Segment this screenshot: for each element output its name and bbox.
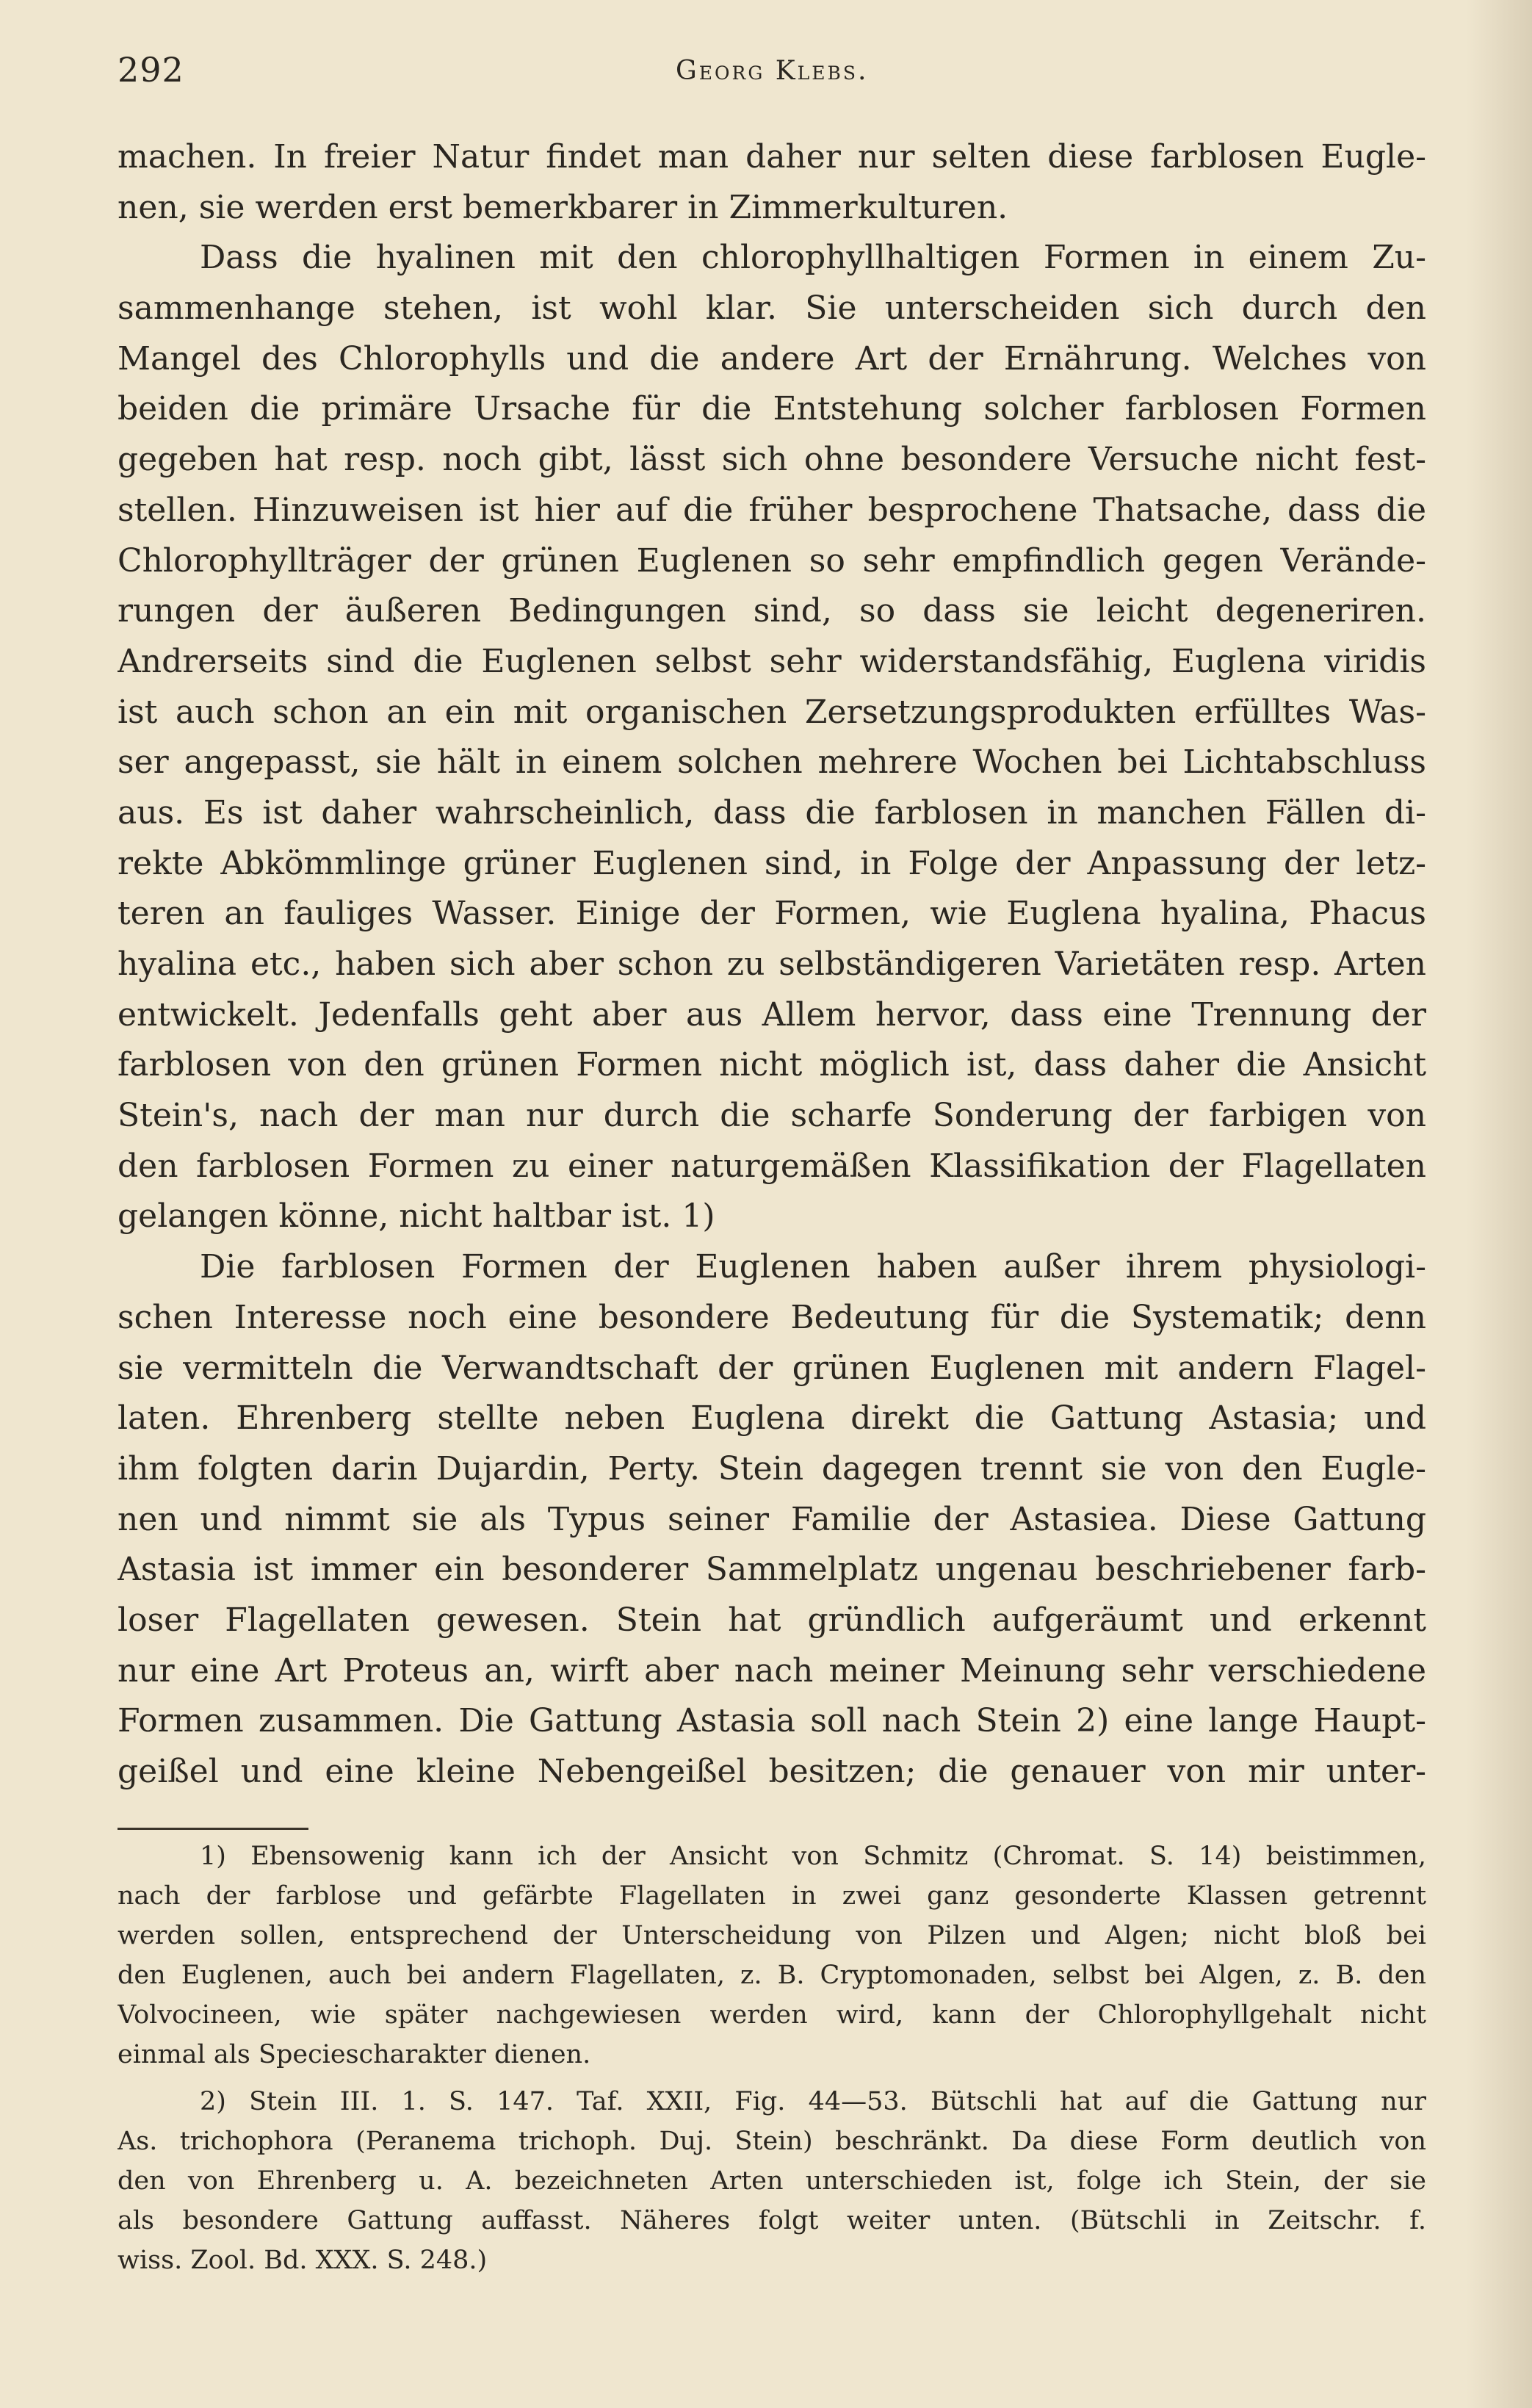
text-line: ist auch schon an ein mit organischen Zersetzungsprodukten erfülltes Was- — [118, 693, 1426, 731]
footnote-line: einmal als Speciescharakter dienen. — [118, 2040, 591, 2069]
footnote-line: As. trichophora (Peranema trichoph. Duj. Stein) beschränkt. Da diese Form deutlich von — [118, 2127, 1426, 2156]
footnote-line: wiss. Zool. Bd. XXX. S. 248.) — [118, 2246, 488, 2275]
text-line: schen Interesse noch eine besondere Bedeutung für die Systematik; denn — [118, 1298, 1426, 1336]
text-line: hyalina etc., haben sich aber schon zu selbständigeren Varietäten resp. Arten — [118, 945, 1426, 983]
page-header — [118, 50, 1432, 101]
text-line: teren an fauliges Wasser. Einige der Formen, wie Euglena hyalina, Phacus — [118, 895, 1426, 933]
page-edge-shadow — [1466, 0, 1532, 2408]
text-line: nen und nimmt sie als Typus seiner Familie der Astasiea. Diese Gattung — [118, 1500, 1426, 1538]
text-line: Andrerseits sind die Euglenen selbst sehr widerstandsfähig, Euglena viridis — [118, 642, 1426, 680]
text-line: Astasia ist immer ein besonderer Sammelplatz ungenau beschriebener farb- — [118, 1551, 1426, 1589]
text-line: Formen zusammen. Die Gattung Astasia soll nach Stein 2) eine lange Haupt- — [118, 1702, 1426, 1740]
footnotes — [118, 1836, 1426, 2280]
footnote-rule — [118, 1828, 308, 1830]
text-line: gelangen könne, nicht haltbar ist. 1) — [118, 1197, 715, 1236]
footnote-line: 2) Stein III. 1. S. 147. Taf. XXII, Fig. 44—53. Bütschli hat auf die Gattung nur — [200, 2087, 1426, 2116]
text-line: farblosen von den grünen Formen nicht möglich ist, dass daher die Ansicht — [118, 1046, 1426, 1084]
text-line: ser angepasst, sie hält in einem solchen mehrere Wochen bei Lichtabschluss — [118, 743, 1426, 782]
text-line: Stein's, nach der man nur durch die scharfe Sonderung der farbigen von — [118, 1097, 1426, 1135]
text-line: den farblosen Formen zu einer naturgemäßen Klassifikation der Flagellaten — [118, 1147, 1426, 1185]
text-line: nur eine Art Proteus an, wirft aber nach meiner Meinung sehr verschiedene — [118, 1651, 1426, 1690]
text-line: rungen der äußeren Bedingungen sind, so dass sie leicht degeneriren. — [118, 592, 1426, 630]
text-line: beiden die primäre Ursache für die Entstehung solcher farblosen Formen — [118, 390, 1426, 428]
text-line: Chlorophyllträger der grünen Euglenen so sehr empfindlich gegen Verände- — [118, 541, 1426, 580]
footnote-line: den Euglenen, auch bei andern Flagellaten, z. B. Cryptomonaden, selbst bei Algen, z. B. den — [118, 1961, 1426, 1990]
text-line: rekte Abkömmlinge grüner Euglenen sind, in Folge der Anpassung der letz- — [118, 844, 1426, 882]
text-line: machen. In freier Natur findet man daher nur selten diese farblosen Eugle- — [118, 138, 1426, 176]
text-line: stellen. Hinzuweisen ist hier auf die früher besprochene Thatsache, dass die — [118, 491, 1426, 529]
page-number: 292 — [118, 50, 184, 90]
text-line: Mangel des Chlorophylls und die andere Art der Ernährung. Welches von — [118, 339, 1426, 378]
text-line: Dass die hyalinen mit den chlorophyllhaltigen Formen in einem Zu- — [200, 239, 1426, 277]
text-line: nen, sie werden erst bemerkbarer in Zimmerkulturen. — [118, 188, 1008, 226]
text-line: ihm folgten darin Dujardin, Perty. Stein dagegen trennt sie von den Eugle- — [118, 1449, 1426, 1488]
footnote-gap — [118, 2074, 1426, 2082]
main-text — [118, 132, 1426, 1798]
footnote-line: 1) Ebensowenig kann ich der Ansicht von Schmitz (Chromat. S. 14) beistimmen, — [200, 1842, 1426, 1871]
text-line: sie vermitteln die Verwandtschaft der grünen Euglenen mit andern Flagel- — [118, 1349, 1426, 1387]
footnote-line: als besondere Gattung auffasst. Näheres folgt weiter unten. (Bütschli in Zeitschr. f. — [118, 2206, 1426, 2235]
footnote-line: werden sollen, entsprechend der Unterscheidung von Pilzen und Algen; nicht bloß bei — [118, 1921, 1426, 1950]
text-line: Die farblosen Formen der Euglenen haben außer ihrem physiologi- — [200, 1248, 1426, 1286]
text-line: entwickelt. Jedenfalls geht aber aus Allem hervor, dass eine Trennung der — [118, 995, 1426, 1034]
text-line: loser Flagellaten gewesen. Stein hat gründlich aufgeräumt und erkennt — [118, 1601, 1426, 1639]
running-head: Georg Klebs. — [676, 56, 869, 86]
text-line: gegeben hat resp. noch gibt, lässt sich ohne besondere Versuche nicht fest- — [118, 441, 1426, 479]
footnote-line: den von Ehrenberg u. A. bezeichneten Arten unterschieden ist, folge ich Stein, der sie — [118, 2166, 1426, 2196]
footnote-line: nach der farblose und gefärbte Flagellaten in zwei ganz gesonderte Klassen getrennt — [118, 1881, 1426, 1911]
text-line: laten. Ehrenberg stellte neben Euglena direkt die Gattung Astasia; und — [118, 1399, 1426, 1438]
text-line: sammenhange stehen, ist wohl klar. Sie unterscheiden sich durch den — [118, 289, 1426, 328]
text-line: aus. Es ist daher wahrscheinlich, dass die farblosen in manchen Fällen di- — [118, 793, 1426, 832]
footnote-line: Volvocineen, wie später nachgewiesen werden wird, kann der Chlorophyllgehalt nicht — [118, 2000, 1426, 2030]
text-line: geißel und eine kleine Nebengeißel besitzen; die genauer von mir unter- — [118, 1753, 1426, 1790]
